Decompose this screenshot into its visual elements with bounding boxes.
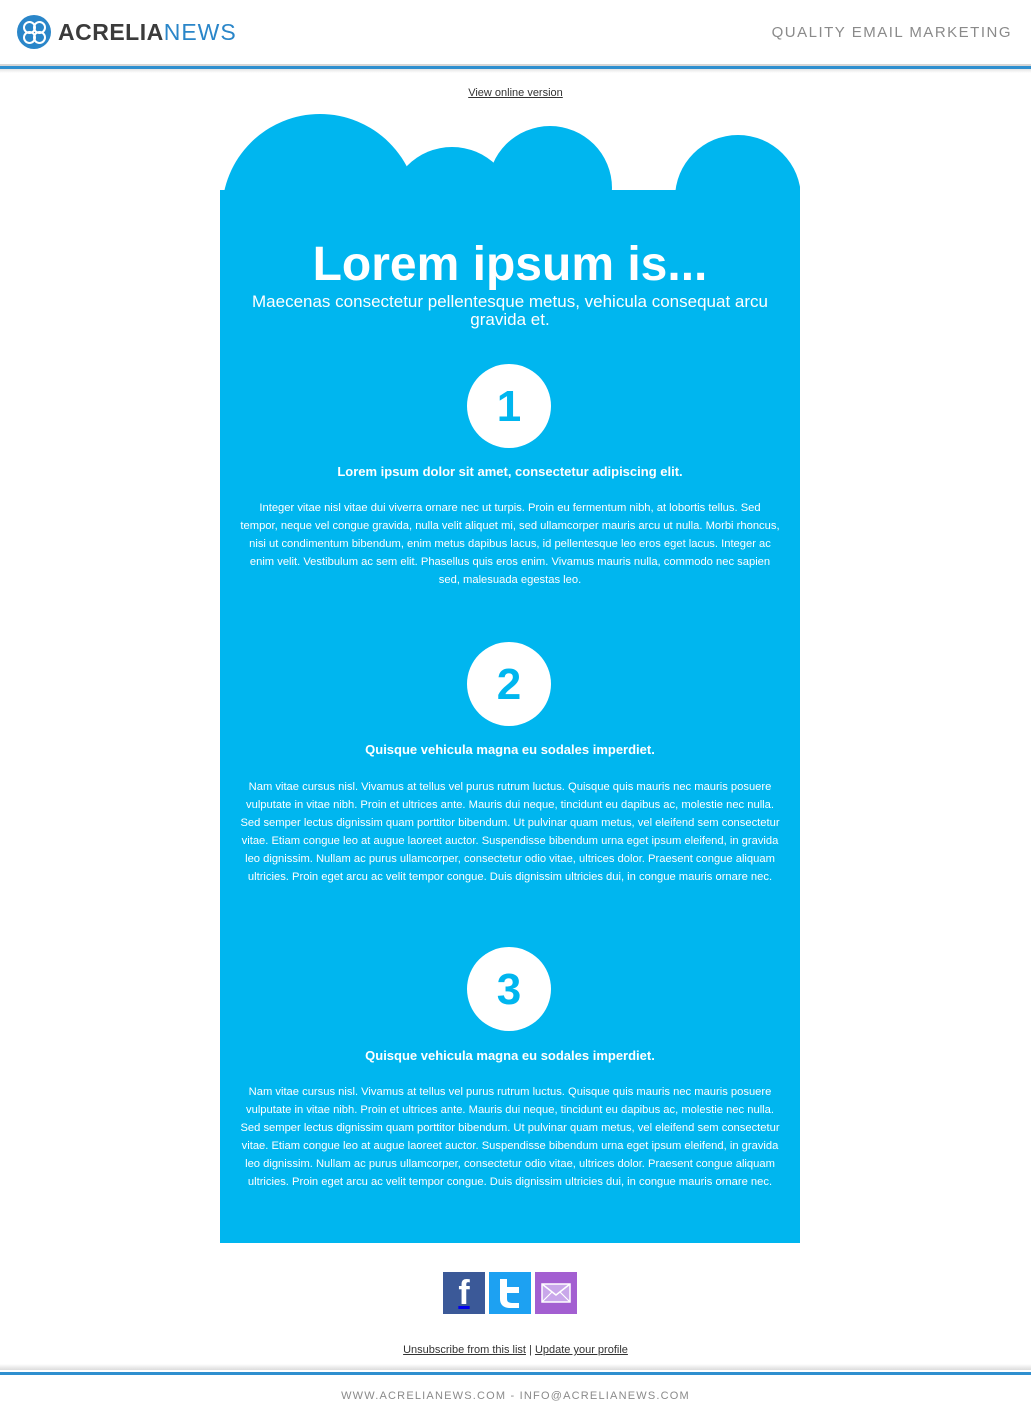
logo-main-text: ACRELIA xyxy=(58,18,164,45)
footer-contact: WWW.ACRELIANEWS.COM - INFO@ACRELIANEWS.COM xyxy=(341,1390,690,1402)
brand-logo[interactable] xyxy=(17,14,237,50)
twitter-button[interactable] xyxy=(489,1272,531,1314)
email-button[interactable] xyxy=(535,1272,577,1314)
footer-accent-line xyxy=(0,1372,1031,1375)
logo-wordmark xyxy=(58,19,237,46)
step-body: Integer vitae nisl vitae dui viverra ornare nec ut turpis. Proin eu fermentum nibh, at lobortis tellus. Sed tempor, neque vel congue gravida, nulla velit aliquet mi, sed ullamcorper mauris arcu ut nulla. Morbi rhoncus, nisi ut condimentum bibendum, enim metus dapibus lacus, id pellentesque leo eros eget lacus. Integer ac enim velit. Vestibulum ac sem elit. Phasellus quis eros enim. Vivamus mauris nulla, commodo nec sapien sed, malesuada egestas leo. xyxy=(240,502,780,586)
logo-icon xyxy=(17,15,51,49)
view-online-link[interactable]: View online version xyxy=(468,87,563,99)
step-body: Nam vitae cursus nisl. Vivamus at tellus vel purus rutrum luctus. Quisque quis mauris nec mauris posuere vulputate in vitae nibh. Proin et ultrices ante. Mauris dui neque, tincidunt eu dapibus ac, molestie nec nulla. Sed semper lectus dignissim quam porttitor bibendum. Ut pulvinar quam metus, vel eleifend sem consectetur vitae. Etiam congue leo at augue laoreet auctor. Suspendisse bibendum urna eget ipsum eleifend, in gravida leo dignissim. Nullam ac purus ullamcorper, consectetur odio vitae, ultrices dolor. Praesent congue aliquam ultricies. Proin eget arcu ac velit tempor congue. Duis dignissim ultricies dui, in congue mauris ornare nec. xyxy=(240,1086,780,1188)
twitter-icon xyxy=(495,1277,525,1309)
hero-title: Lorem ipsum is... xyxy=(312,238,708,291)
header xyxy=(0,0,1031,64)
hero-subtitle: Maecenas consectetur pellentesque metus, vehicula consequat arcu gravida et. xyxy=(252,292,768,329)
view-online-row xyxy=(0,87,1031,99)
step-number-badge: 3 xyxy=(467,947,551,1031)
step-number-badge: 2 xyxy=(467,642,551,726)
mail-icon xyxy=(541,1283,571,1303)
step-heading: Lorem ipsum dolor sit amet, consectetur adipiscing elit. xyxy=(337,464,683,479)
unsubscribe-link[interactable]: Unsubscribe from this list xyxy=(403,1344,526,1356)
facebook-button[interactable] xyxy=(443,1272,485,1314)
cloud-shape xyxy=(220,110,800,200)
step-heading: Quisque vehicula magna eu sodales imperdiet. xyxy=(365,1048,655,1063)
facebook-icon: f xyxy=(458,1274,470,1312)
header-tagline: QUALITY EMAIL MARKETING xyxy=(771,24,1012,41)
link-separator: | xyxy=(529,1344,532,1356)
step-body: Nam vitae cursus nisl. Vivamus at tellus vel purus rutrum luctus. Quisque quis mauris nec mauris posuere vulputate in vitae nibh. Proin et ultrices ante. Mauris dui neque, tincidunt eu dapibus ac, molestie nec nulla. Sed semper lectus dignissim quam porttitor bibendum. Ut pulvinar quam metus, vel eleifend sem consectetur vitae. Etiam congue leo at augue laoreet auctor. Suspendisse bibendum urna eget ipsum eleifend, in gravida leo dignissim. Nullam ac purus ullamcorper, consectetur odio vitae, ultrices dolor. Praesent congue aliquam ultricies. Proin eget arcu ac velit tempor congue. Duis dignissim ultricies dui, in congue mauris ornare nec. xyxy=(240,781,780,883)
logo-sub-text: NEWS xyxy=(163,18,237,45)
footer-shadow xyxy=(0,1364,1031,1370)
subscription-links xyxy=(0,1344,1031,1356)
step-heading: Quisque vehicula magna eu sodales imperdiet. xyxy=(365,742,655,757)
update-profile-link[interactable]: Update your profile xyxy=(534,1344,628,1356)
step-number-badge: 1 xyxy=(467,364,551,448)
header-shadow xyxy=(0,69,1031,73)
